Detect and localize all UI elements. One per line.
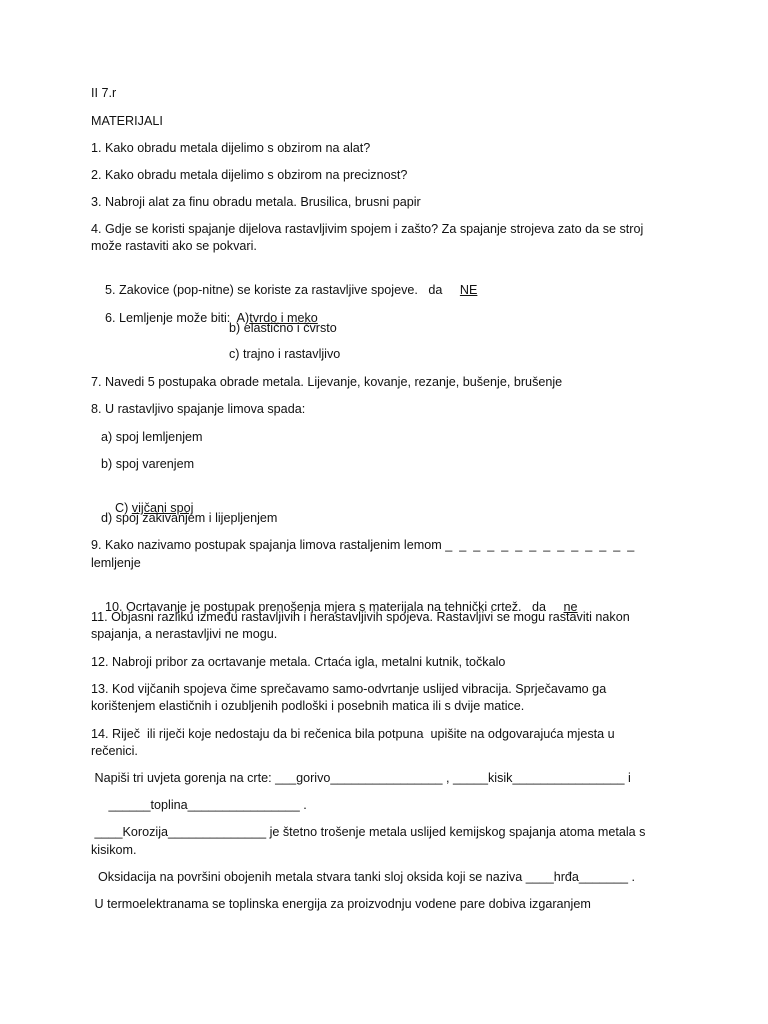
question-7: 7. Navedi 5 postupaka obrade metala. Lijevanje, kovanje, rezanje, bušenje, brušenje [91,375,563,389]
fill-in-4: U termoelektranama se toplinska energija za proizvodnju vodene pare dobiva izgaranjem [91,897,591,911]
question-2: 2. Kako obradu metala dijelimo s obzirom na preciznost? [91,168,408,182]
fill-in-2-line-1: ____Korozija______________ je štetno trošenje metala uslijed kemijskog spajanja atoma metala s [91,825,646,839]
grade-label: II 7.r [91,86,117,100]
question-6-option-b: b) elastično i čvrsto [229,321,337,335]
question-1: 1. Kako obradu metala dijelimo s obzirom na alat? [91,141,371,155]
question-11-line-1: 11. Objasni razliku između rastavljivih i nerastavljivih spojeva. Rastavljivi se mogu rastaviti nakon [91,610,630,624]
question-8-option-a: a) spoj lemljenjem [101,430,203,444]
question-4-line-1: 4. Gdje se koristi spajanje dijelova rastavljivim spojem i zašto? Za spajanje strojeva zato da se stroj [91,222,644,236]
question-6-text: 6. Lemljenje može biti: A) [105,311,250,325]
question-9-line-1: 9. Kako nazivamo postupak spajanja limova rastaljenim lemom _ _ _ _ _ _ _ _ _ _ _ _ _ _ [91,538,635,552]
question-11-line-2: spajanja, a nerastavljivi ne mogu. [91,627,278,641]
question-8-option-b: b) spoj varenjem [101,457,195,471]
fill-in-3: Oksidacija na površini obojenih metala stvara tanki sloj oksida koji se naziva ____hrđa_______ . [91,870,635,884]
question-14-line-2: rečenici. [91,744,138,758]
question-6-option-a: tvrdo i meko [249,311,318,325]
question-8-option-c-prefix: C) [115,501,132,515]
question-10-answer: ne [563,600,578,614]
page-title: MATERIJALI [91,114,163,128]
question-10-text: 10. Ocrtavanje je postupak prenošenja mjera s materijala na tehnički crtež. da [105,600,564,614]
question-8-option-d: d) spoj zakivanjem i lijepljenjem [101,511,278,525]
question-6-option-c: c) trajno i rastavljivo [229,347,341,361]
question-5-answer: NE [459,283,478,297]
question-13-line-2: korištenjem elastičnih i ozubljenih podloški i posebnih matica ili s dvije matice. [91,699,525,713]
question-3: 3. Nabroji alat za finu obradu metala. Brusilica, brusni papir [91,195,421,209]
question-13-line-1: 13. Kod vijčanih spojeva čime sprečavamo samo-odvrtanje uslijed vibracija. Sprječavamo ga [91,682,607,696]
fill-in-1-continued: ______toplina________________ . [91,798,307,812]
question-8-option-c-answer: vijčani spoj [131,501,194,515]
question-9-answer: lemljenje [91,556,141,570]
question-12: 12. Nabroji pribor za ocrtavanje metala. Crtaća igla, metalni kutnik, točkalo [91,655,506,669]
question-8: 8. U rastavljivo spajanje limova spada: [91,402,306,416]
fill-in-2-line-2: kisikom. [91,843,137,857]
question-14-line-1: 14. Riječ ili riječi koje nedostaju da bi rečenica bila potpuna upišite na odgovarajuća mjesta u [91,727,615,741]
question-4-line-2: može rastaviti ako se pokvari. [91,239,257,253]
fill-in-1: Napiši tri uvjeta gorenja na crte: ___gorivo________________ , _____kisik________________ i [91,771,631,785]
question-5-text: 5. Zakovice (pop-nitne) se koriste za rastavljive spojeve. da [105,283,460,297]
